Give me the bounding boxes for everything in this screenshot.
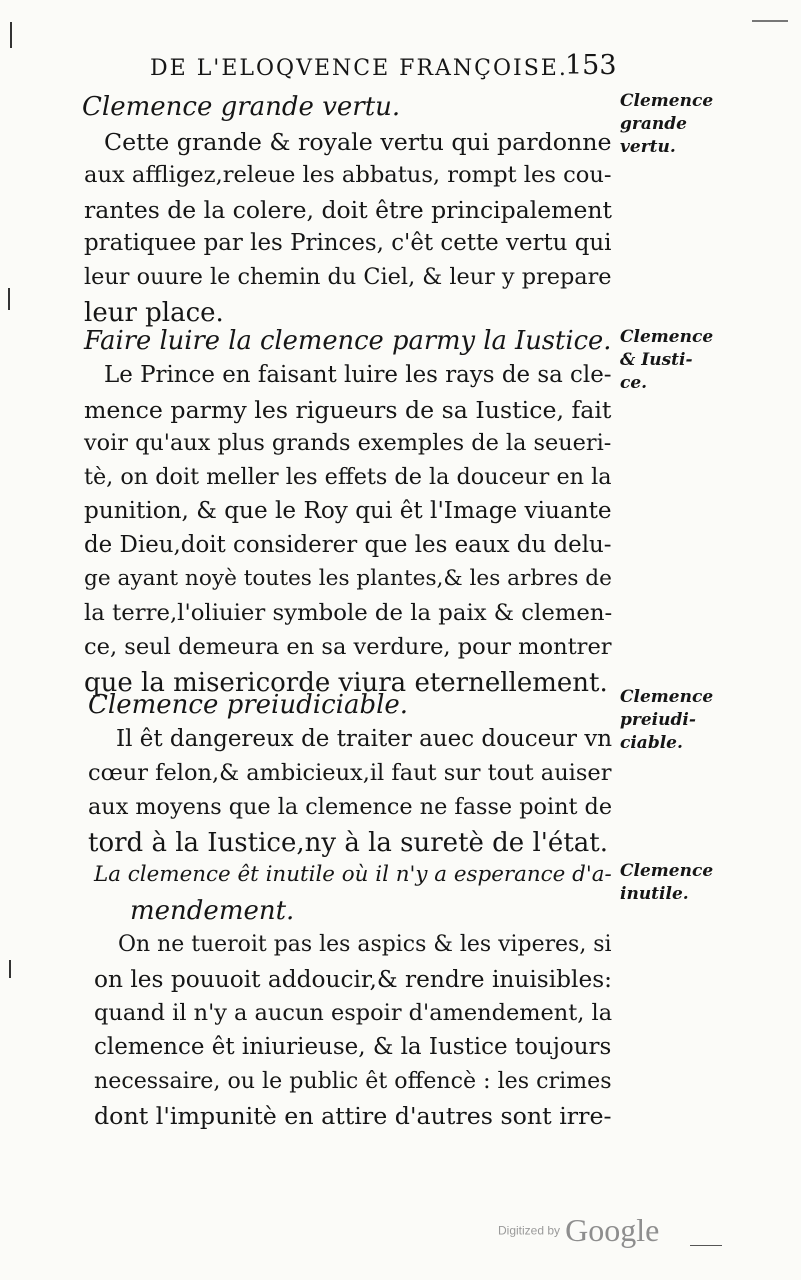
text-line: tord à la Iustice,ny à la suretè de l'état. bbox=[88, 828, 608, 858]
text-line: tè, on doit meller les effets de la douceur en la bbox=[84, 464, 612, 490]
margin-note bbox=[620, 860, 713, 906]
scan-mark-left-lower bbox=[9, 960, 11, 978]
text-line: clemence êt iniurieuse, & la Iustice toujours bbox=[94, 1034, 612, 1060]
text-line: pratiquee par les Princes, c'êt cette vertu qui bbox=[84, 230, 612, 256]
text-line: On ne tueroit pas les aspics & les viperes, si bbox=[118, 932, 612, 957]
text-line: mence parmy les rigueurs de sa Iustice, fait bbox=[84, 396, 612, 424]
margin-note-line: vertu. bbox=[620, 137, 676, 157]
margin-note-line: Clemence bbox=[620, 687, 714, 707]
text-line: la terre,l'oliuier symbole de la paix & clemen- bbox=[84, 600, 613, 626]
text-line: cœur felon,& ambicieux,il faut sur tout auiser bbox=[88, 760, 612, 786]
section-heading: Faire luire la clemence parmy la Iustice. bbox=[84, 326, 612, 356]
text-line: Il êt dangereux de traiter auec douceur vn bbox=[116, 726, 613, 752]
page-number: 153 bbox=[565, 50, 617, 81]
text-line: aux moyens que la clemence ne fasse point de bbox=[88, 794, 613, 820]
text-line: rantes de la colere, doit être principalement bbox=[84, 196, 612, 224]
text-line: que la misericorde viura eternellement. bbox=[84, 668, 608, 698]
margin-note-line: ciable. bbox=[620, 733, 683, 753]
margin-note-line: preiudi- bbox=[620, 710, 696, 730]
margin-note-line: inutile. bbox=[620, 884, 689, 904]
text-line: leur place. bbox=[84, 298, 224, 328]
text-line: leur ouure le chemin du Ciel, & leur y prepare bbox=[84, 264, 612, 290]
margin-note bbox=[620, 686, 713, 755]
header-title: DE L'ELOQVENCE FRANÇOISE. bbox=[150, 56, 568, 81]
section-heading: La clemence êt inutile où il n'y a esperance d'a- bbox=[94, 862, 612, 887]
margin-note-line: ce. bbox=[620, 373, 648, 393]
margin-note-line: grande bbox=[620, 114, 687, 134]
text-line: de Dieu,doit considerer que les eaux du delu- bbox=[84, 532, 612, 558]
text-line: necessaire, ou le public êt offencè : les crimes bbox=[94, 1068, 612, 1094]
text-line: on les pouuoit addoucir,& rendre inuisibles: bbox=[94, 966, 612, 993]
section-heading-continuation: mendement. bbox=[130, 896, 295, 926]
text-line: quand il n'y a aucun espoir d'amendement, la bbox=[94, 1000, 613, 1026]
text-line: ge ayant noyè toutes les plantes,& les arbres de bbox=[84, 566, 612, 591]
text-line: Cette grande & royale vertu qui pardonne bbox=[104, 128, 612, 156]
text-line: aux affligez,releue les abbatus, rompt les cou- bbox=[84, 162, 612, 188]
digitized-by-label: Digitized by bbox=[498, 1223, 561, 1238]
digitized-by-google-watermark bbox=[498, 1212, 659, 1249]
margin-note bbox=[620, 90, 713, 159]
margin-note-line: Clemence bbox=[620, 91, 714, 111]
text-line: punition, & que le Roy qui êt l'Image viuante bbox=[84, 498, 612, 524]
scan-mark-top-right bbox=[752, 20, 788, 22]
text-line: ce, seul demeura en sa verdure, pour montrer bbox=[84, 634, 612, 660]
scan-mark-top-left bbox=[10, 22, 12, 48]
text-line: voir qu'aux plus grands exemples de la seueri- bbox=[84, 430, 612, 456]
text-line: Le Prince en faisant luire les rays de sa cle- bbox=[104, 362, 612, 388]
footer-rule bbox=[690, 1245, 722, 1246]
google-logo: Google bbox=[565, 1212, 660, 1248]
margin-note-line: Clemence bbox=[620, 861, 714, 881]
section-heading: Clemence preiudiciable. bbox=[88, 690, 409, 720]
text-line: dont l'impunitè en attire d'autres sont irre- bbox=[94, 1102, 612, 1130]
margin-note-line: Clemence bbox=[620, 327, 714, 347]
margin-note-line: & Iusti- bbox=[620, 350, 693, 370]
section-heading: Clemence grande vertu. bbox=[82, 92, 401, 122]
scan-mark-left bbox=[8, 288, 10, 310]
margin-note bbox=[620, 326, 713, 395]
